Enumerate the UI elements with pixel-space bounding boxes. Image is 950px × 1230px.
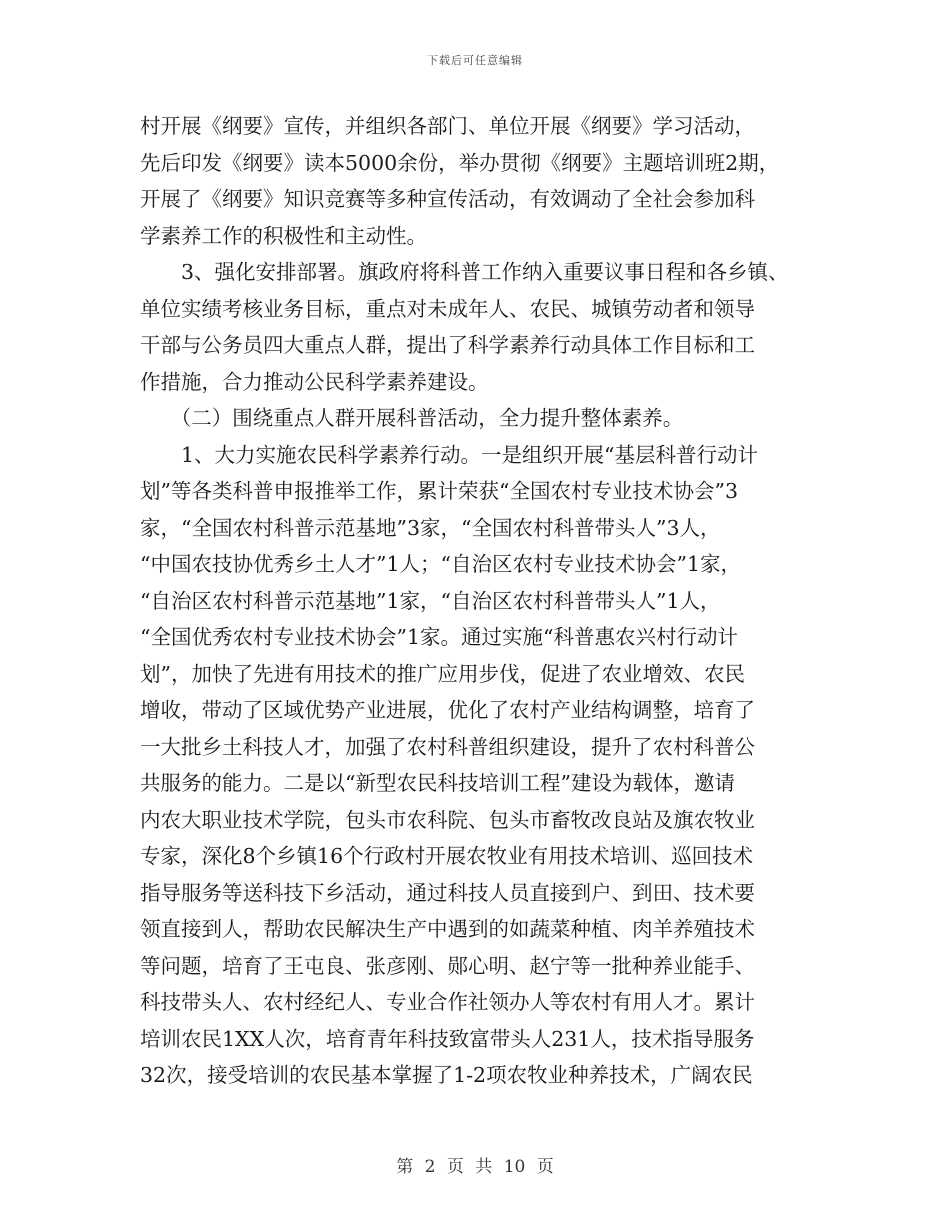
text-line: 开展了《纲要》知识竞赛等多种宣传活动，有效调动了全社会参加科 — [140, 187, 755, 211]
text-line: 划”，加快了先进有用技术的推广应用步伐，促进了农业增效、农民 — [140, 661, 745, 686]
section-heading: （二）围绕重点人群开展科普活动，全力提升整体素养。 — [140, 406, 684, 430]
text-line: 学素养工作的积极性和主动性。 — [140, 223, 427, 248]
text-line: 干部与公务员四大重点人群，提出了科学素养行动具体工作目标和工 — [140, 333, 755, 357]
text-line: 3、强化安排部署。旗政府将科普工作纳入重要议事日程和各乡镇、 — [140, 260, 789, 284]
text-line: 共服务的能力。二是以“新型农民科技培训工程”建设为载体，邀请 — [140, 771, 735, 795]
text-line: “全国优秀农村专业技术协会”1家。通过实施“科普惠农兴村行动计 — [140, 625, 738, 649]
text-line: 村开展《纲要》宣传，并组织各部门、单位开展《纲要》学习活动， — [140, 114, 755, 138]
text-line: 科技带头人、农村经纪人、专业合作社领办人等农村有用人才。累计 — [140, 990, 755, 1014]
text-line: 单位实绩考核业务目标，重点对未成年人、农民、城镇劳动者和领导 — [140, 296, 755, 321]
text-line: 32次，接受培训的农民基本掌握了1-2项农牧业种养技术，广阔农民 — [140, 1063, 753, 1087]
text-line: 作措施，合力推动公民科学素养建设。 — [140, 369, 489, 394]
text-line: 领直接到人，帮助农民解决生产中遇到的如蔬菜种植、肉羊养殖技术 — [140, 917, 755, 941]
page-number-footer: 第 2 页 共 10 页 — [396, 1157, 554, 1177]
text-line: 1、大力实施农民科学素养行动。一是组织开展“基层科普行动计 — [140, 442, 759, 467]
text-line: “自治区农村科普示范基地”1家，“自治区农村科普带头人”1人， — [140, 588, 721, 613]
text-line: 培训农民1XX人次，培育青年科技致富带头人231人，技术指导服务 — [140, 1026, 755, 1051]
text-line: 家，“全国农村科普示范基地”3家，“全国农村科普带头人”3人， — [140, 515, 721, 540]
page-header: 下载后可任意编辑 — [427, 54, 523, 67]
text-line: 指导服务等送科技下乡活动，通过科技人员直接到户、到田、技术要 — [140, 880, 755, 905]
text-line: “中国农技协优秀乡土人才”1人；“自治区农村专业技术协会”1家， — [140, 552, 742, 576]
text-line: 一大批乡土科技人才，加强了农村科普组织建设，提升了农村科普公 — [140, 734, 755, 759]
text-line: 先后印发《纲要》读本5000余份，举办贯彻《纲要》主题培训班2期， — [140, 150, 780, 175]
text-line: 等问题，培育了王屯良、张彦刚、郧心明、赵宁等一批种养业能手、 — [140, 953, 755, 978]
text-line: 内农大职业技术学院，包头市农科院、包头市畜牧改良站及旗农牧业 — [140, 807, 755, 832]
text-line: 增收，带动了区域优势产业进展，优化了农村产业结构调整，培育了 — [140, 698, 755, 722]
text-line: 划”等各类科普申报推举工作，累计荣获“全国农村专业技术协会”3 — [140, 479, 738, 503]
text-line: 专家，深化8个乡镇16个行政村开展农牧业有用技术培训、巡回技术 — [140, 844, 754, 868]
document-body — [140, 108, 830, 1094]
